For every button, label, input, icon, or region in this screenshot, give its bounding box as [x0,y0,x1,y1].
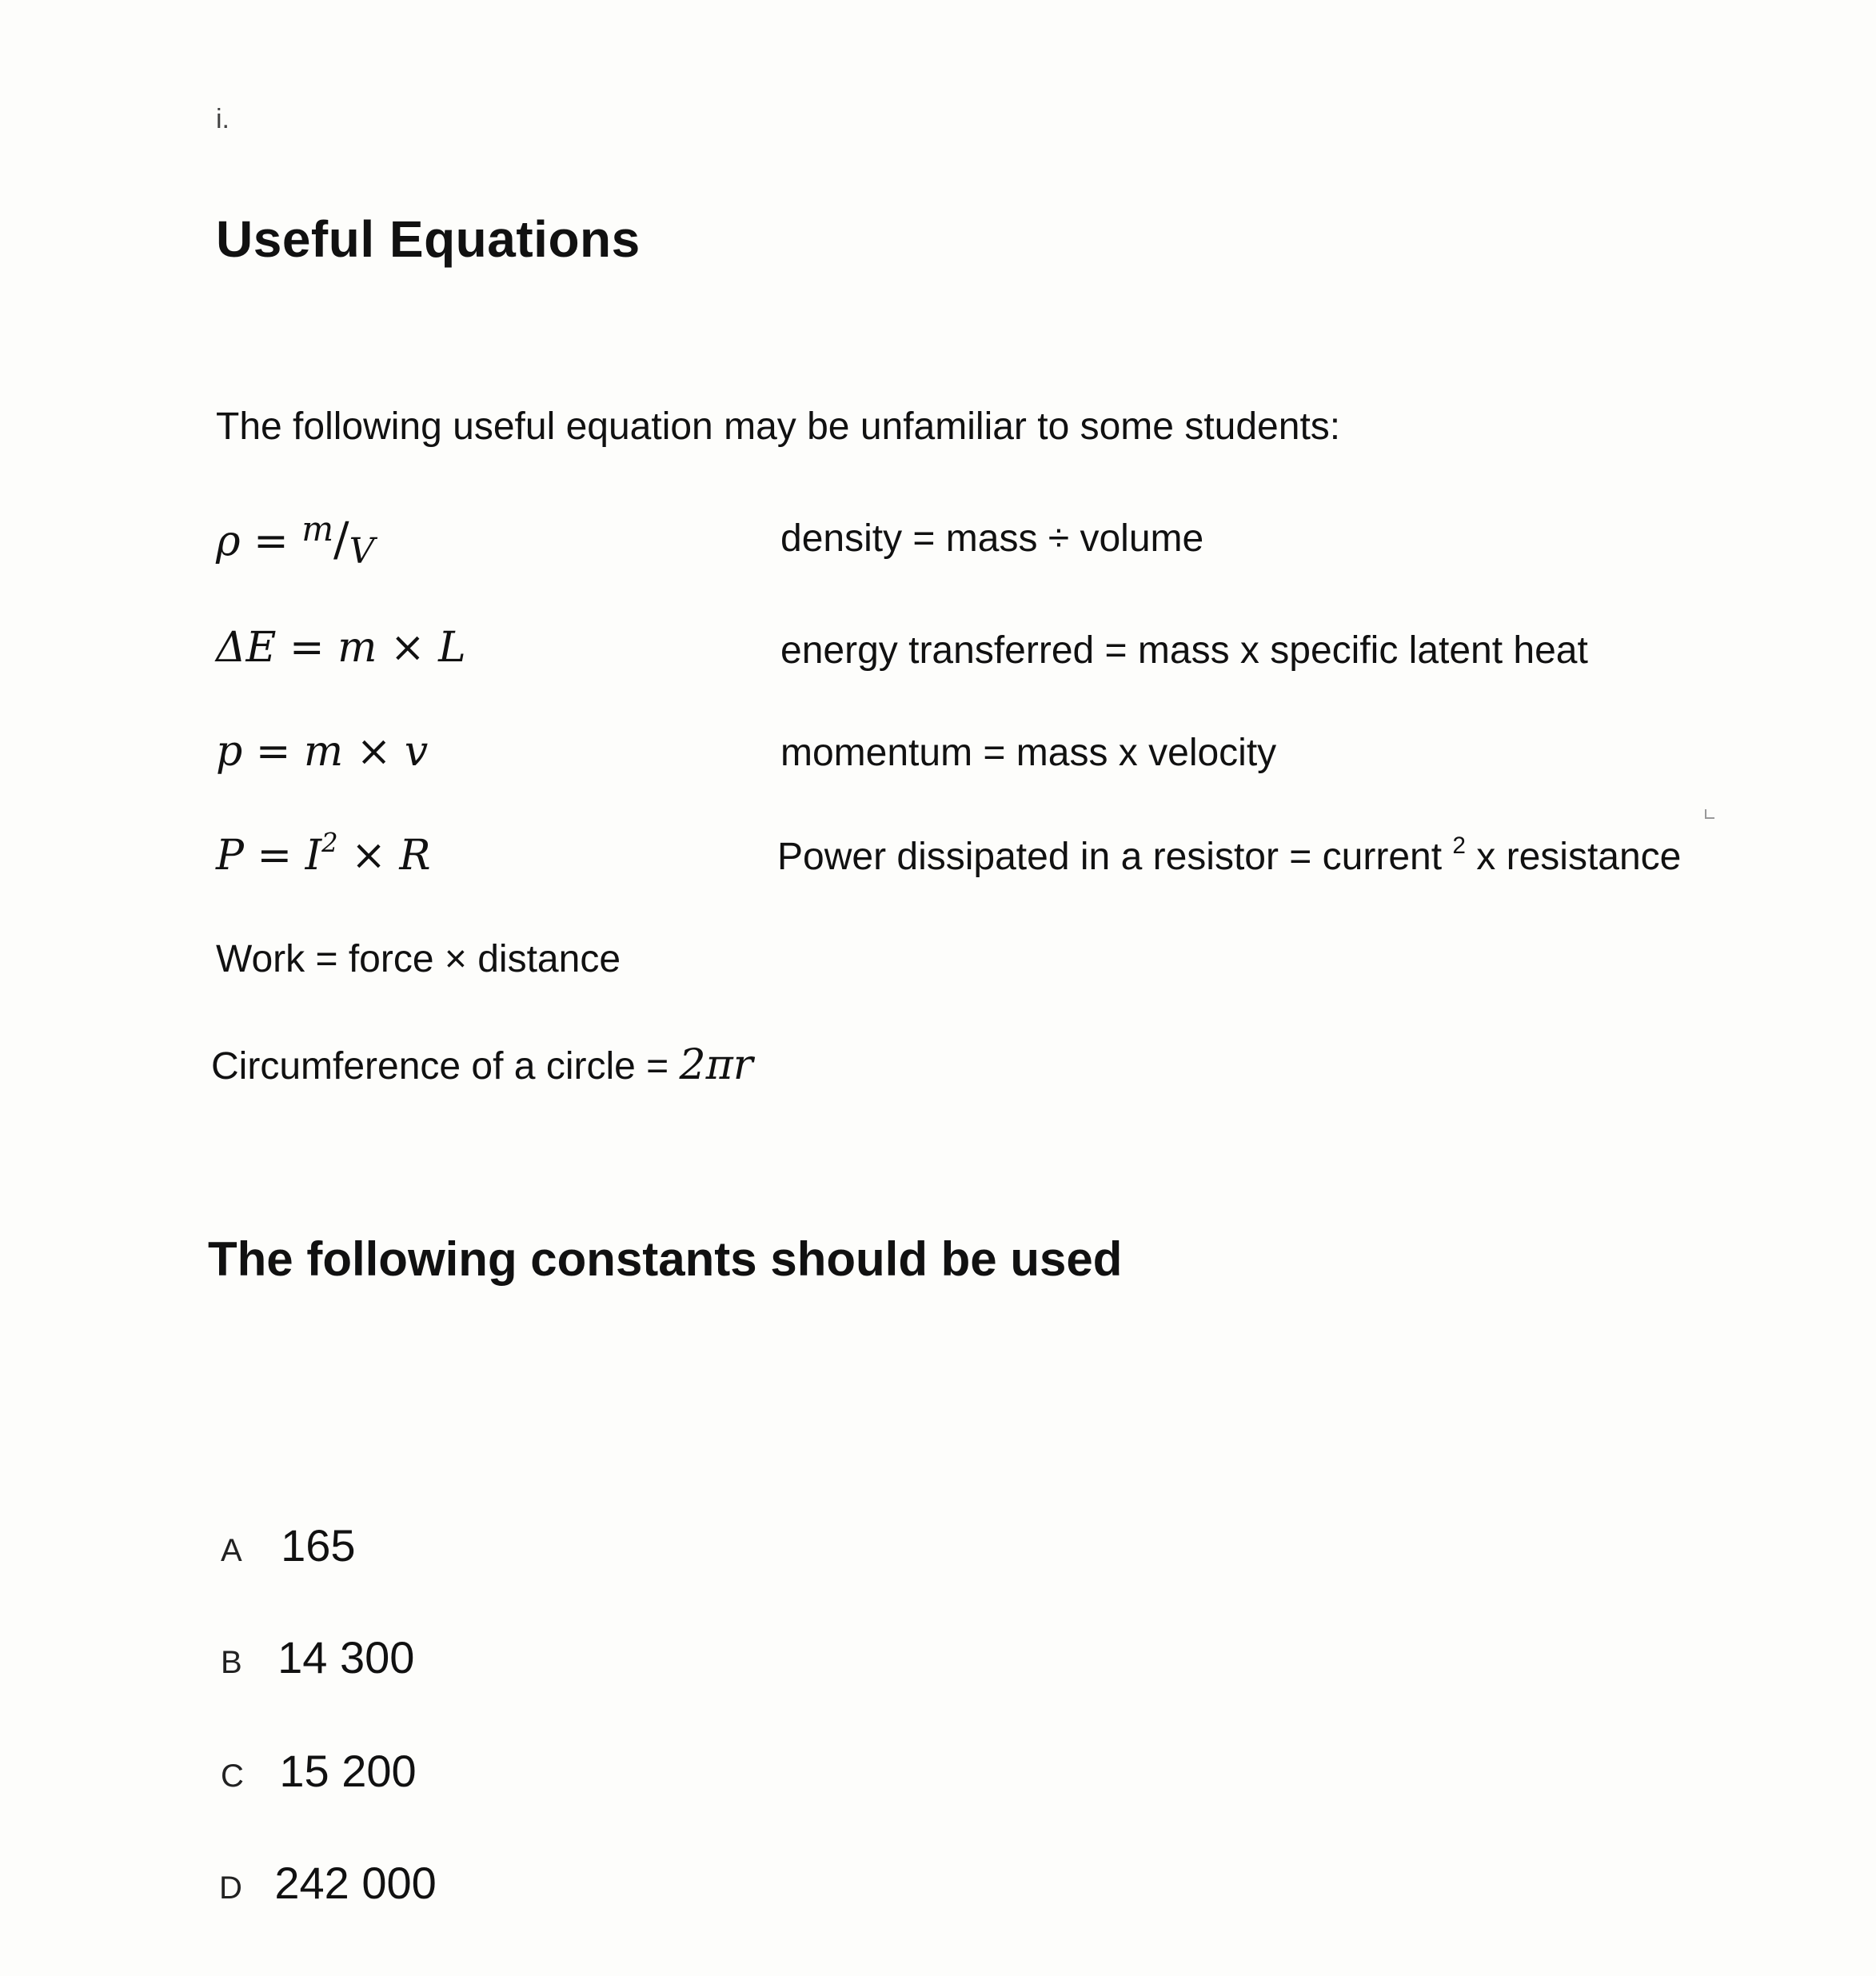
option-c[interactable] [221,1745,417,1797]
option-b[interactable] [221,1631,414,1683]
question-number: i. [216,104,230,134]
equals-sign: = [253,517,289,565]
option-d[interactable] [219,1857,437,1909]
momentum-formula: p = m × v [216,728,429,776]
density-formula: ρ = $^m$/V [216,509,375,572]
current-exponent: 2 [1452,832,1466,860]
density-description: density = mass ÷ volume [780,517,1204,560]
scan-mark [1705,809,1714,819]
option-value: 14 300 [277,1632,415,1683]
latent-heat-formula: ΔE = m × L [216,624,466,672]
momentum-description: momentum = mass x velocity [780,732,1277,774]
latent-heat-description: energy transferred = mass x specific latent heat [780,629,1588,672]
constants-heading: The following constants should be used [208,1232,1123,1286]
option-letter: B [221,1645,242,1680]
option-value: 15 200 [279,1746,417,1796]
work-equation: Work = force × distance [216,938,621,980]
fraction-numerator: m [301,509,334,549]
circumference-math: 2πr [679,1041,753,1089]
page-title: Useful Equations [216,210,641,268]
power-exponent: 2 [321,828,338,859]
intro-text: The following useful equation may be unfamiliar to some students: [216,405,1341,448]
option-letter: C [221,1758,244,1794]
density-symbol: ρ [216,517,241,565]
option-letter: D [219,1870,242,1906]
fraction-denominator: V [349,531,375,572]
option-value: 165 [281,1520,356,1571]
power-description: Power dissipated in a resistor = current $^2$ x resistance [777,832,1682,878]
option-value: 242 000 [274,1858,437,1908]
circumference-equation: Circumference of a circle = 2πr [211,1041,753,1089]
option-a[interactable] [221,1519,356,1571]
power-formula: $P = I^2 \times R$ [216,828,431,880]
option-letter: A [221,1533,242,1568]
